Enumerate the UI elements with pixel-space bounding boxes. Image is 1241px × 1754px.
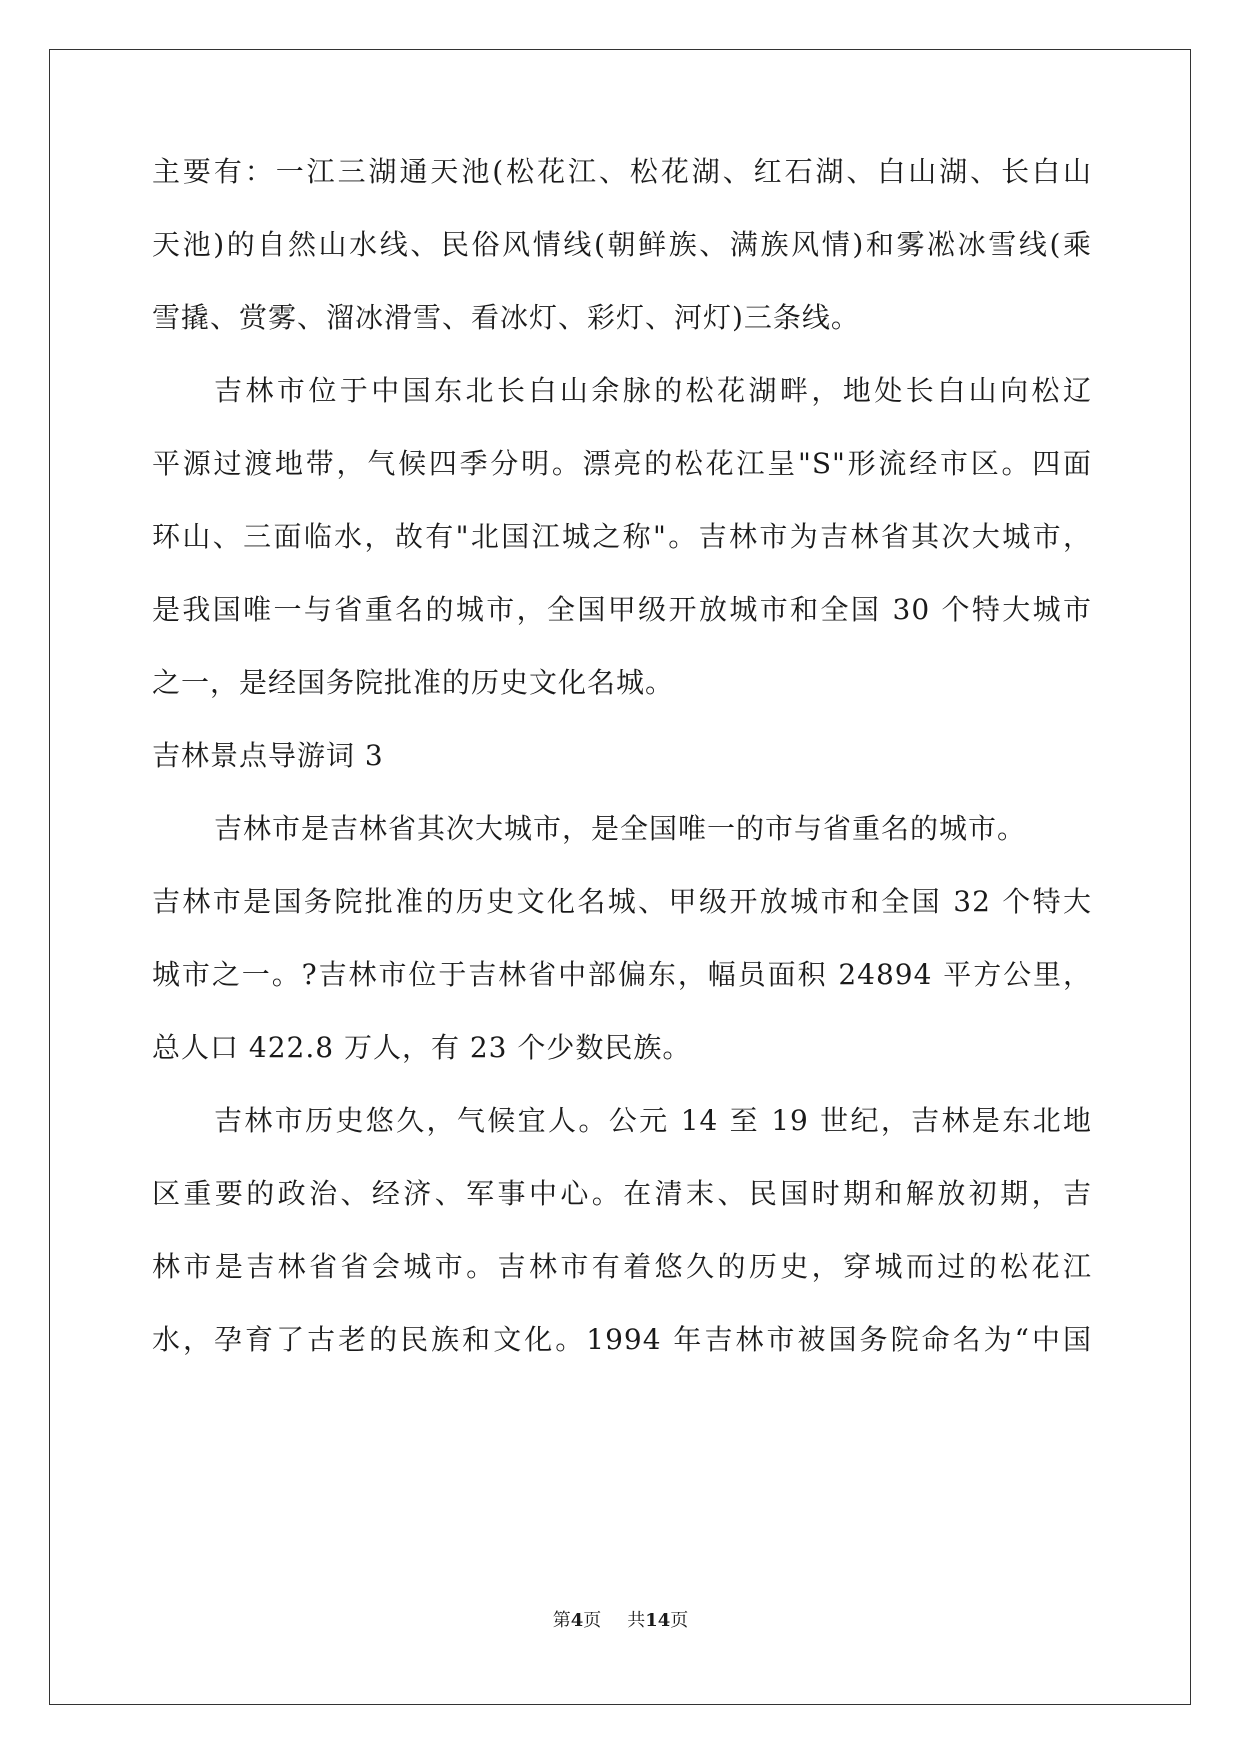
total-prefix: 共 <box>627 1610 646 1631</box>
text-line: 之一，是经国务院批准的历史文化名城。 <box>152 666 675 699</box>
page-footer <box>0 1610 1241 1632</box>
total-suffix: 页 <box>670 1610 689 1631</box>
text-line: 天池)的自然山水线、民俗风情线(朝鲜族、满族风情)和雾凇冰雪线(乘 <box>152 228 1092 261</box>
page-suffix: 页 <box>583 1610 602 1631</box>
text-line: 是我国唯一与省重名的城市，全国甲级开放城市和全国 30 个特大城市 <box>152 593 1092 626</box>
text-line: 平源过渡地带，气候四季分明。漂亮的松花江呈"S"形流经市区。四面 <box>152 447 1092 480</box>
text-line: 林市是吉林省省会城市。吉林市有着悠久的历史，穿城而过的松花江 <box>152 1250 1092 1283</box>
text-line: 总人口 422.8 万人，有 23 个少数民族。 <box>152 1031 692 1064</box>
text-line: 环山、三面临水，故有"北国江城之称"。吉林市为吉林省其次大城市， <box>152 520 1092 553</box>
page-prefix: 第 <box>552 1610 571 1631</box>
text-line: 吉林市是国务院批准的历史文化名城、甲级开放城市和全国 32 个特大 <box>152 885 1092 918</box>
paragraph-first-line: 吉林市位于中国东北长白山余脉的松花湖畔，地处长白山向松辽 <box>214 374 1092 407</box>
text-line: 雪撬、赏雾、溜冰滑雪、看冰灯、彩灯、河灯)三条线。 <box>152 301 860 334</box>
paragraph-first-line: 吉林市历史悠久，气候宜人。公元 14 至 19 世纪，吉林是东北地 <box>214 1104 1092 1137</box>
page-border <box>49 49 1191 1705</box>
paragraph-first-line: 吉林市是吉林省其次大城市，是全国唯一的市与省重名的城市。 <box>214 812 1027 845</box>
text-line: 主要有：一江三湖通天池(松花江、松花湖、红石湖、白山湖、长白山 <box>152 155 1092 188</box>
text-line: 区重要的政治、经济、军事中心。在清末、民国时期和解放初期，吉 <box>152 1177 1092 1210</box>
text-line: 水，孕育了古老的民族和文化。1994 年吉林市被国务院命名为“中国 <box>152 1323 1092 1356</box>
section-heading: 吉林景点导游词 3 <box>152 739 384 772</box>
page-number: 4 <box>570 1610 584 1631</box>
total-pages: 14 <box>645 1610 671 1631</box>
text-line: 城市之一。?吉林市位于吉林省中部偏东，幅员面积 24894 平方公里， <box>152 958 1092 991</box>
